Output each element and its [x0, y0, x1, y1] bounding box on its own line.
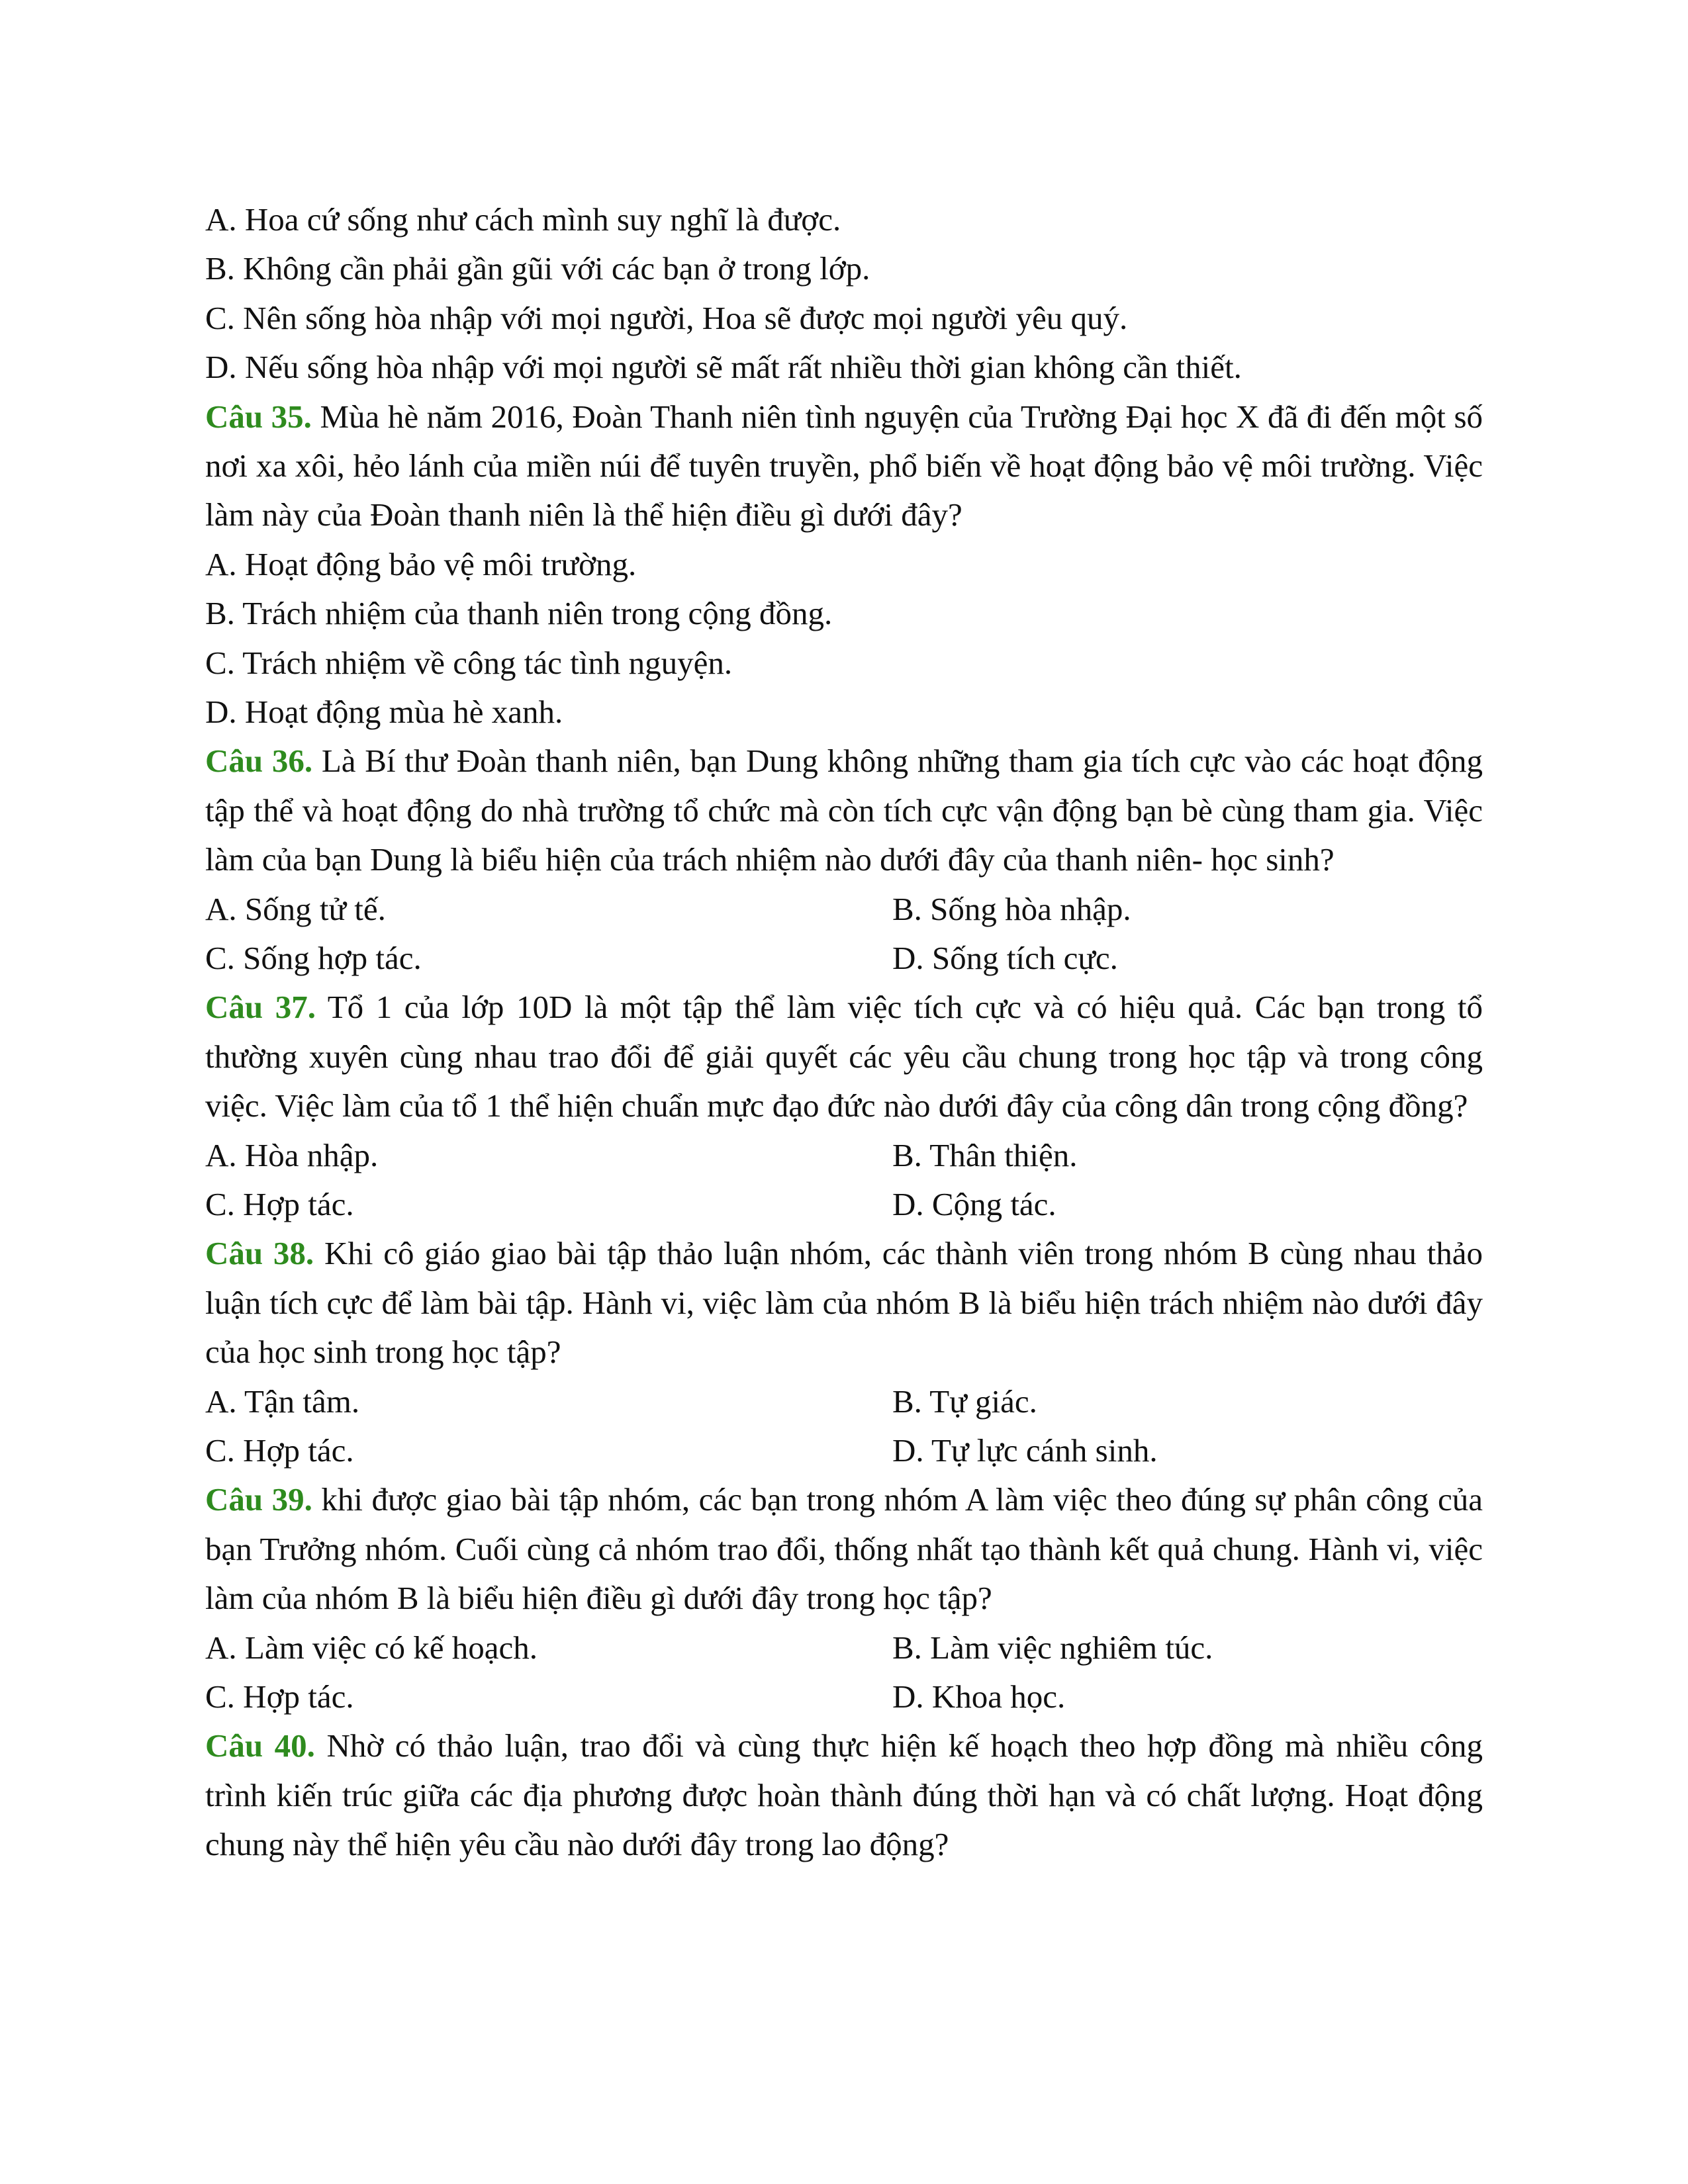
option-c: C. Hợp tác.	[205, 1185, 354, 1222]
question-35	[205, 392, 1483, 540]
question-40	[205, 1721, 1483, 1869]
option-b: B. Làm việc nghiêm túc.	[892, 1629, 1213, 1666]
question-37	[205, 983, 1483, 1130]
question-38	[205, 1229, 1483, 1377]
option-c: C. Hợp tác.	[205, 1432, 354, 1469]
option-d: D. Khoa học.	[892, 1678, 1066, 1715]
question-36	[205, 737, 1483, 884]
question-text: Nhờ có thảo luận, trao đổi và cùng thực hiện kế hoạch theo hợp đồng mà nhiều công trình kiến trúc giữa các địa phương được hoàn thành đúng thời hạn và có chất lượng. Hoạt động chung này thể hiện yêu cầu nào dưới đây trong lao động?	[205, 1727, 1483, 1863]
option-d: D. Tự lực cánh sinh.	[892, 1432, 1158, 1469]
question-label: Câu 40.	[205, 1727, 315, 1764]
option-a: A. Làm việc có kế hoạch.	[205, 1629, 538, 1666]
question-text: Là Bí thư Đoàn thanh niên, bạn Dung không những tham gia tích cực vào các hoạt động tập thể và hoạt động do nhà trường tổ chức mà còn tích cực vận động bạn bè cùng tham gia. Việc làm của bạn Dung là biểu hiện của trách nhiệm nào dưới đây của thanh niên- học sinh?	[205, 743, 1483, 878]
option-a: A. Hòa nhập.	[205, 1136, 379, 1173]
option-b: B. Thân thiện.	[892, 1136, 1078, 1173]
options-row	[205, 885, 1483, 934]
prev-option-d: D. Nếu sống hòa nhập với mọi người sẽ mất rất nhiều thời gian không cần thiết.	[205, 349, 1242, 386]
question-label: Câu 38.	[205, 1235, 314, 1272]
question-label: Câu 37.	[205, 989, 316, 1026]
prev-option-b: B. Không cần phải gần gũi với các bạn ở trong lớp.	[205, 250, 870, 287]
options-row	[205, 1672, 1483, 1721]
question-text: Mùa hè năm 2016, Đoàn Thanh niên tình nguyện của Trường Đại học X đã đi đến một số nơi xa xôi, hẻo lánh của miền núi để tuyên truyền, phổ biến về hoạt động bảo vệ môi trường. Việc làm này của Đoàn thanh niên là thể hiện điều gì dưới đây?	[205, 398, 1483, 533]
prev-option-c: C. Nên sống hòa nhập với mọi người, Hoa sẽ được mọi người yêu quý.	[205, 299, 1128, 336]
option-c: C. Trách nhiệm về công tác tình nguyện.	[205, 644, 733, 681]
question-label: Câu 36.	[205, 743, 313, 780]
question-label: Câu 39.	[205, 1481, 312, 1518]
question-39	[205, 1475, 1483, 1623]
options-row	[205, 1377, 1483, 1426]
options-row	[205, 1426, 1483, 1475]
option-a: A. Hoạt động bảo vệ môi trường.	[205, 545, 637, 582]
options-row	[205, 1180, 1483, 1229]
options-row	[205, 934, 1483, 983]
document-page	[205, 195, 1483, 1870]
question-text: Tổ 1 của lớp 10D là một tập thể làm việc tích cực và có hiệu quả. Các bạn trong tổ thường xuyên cùng nhau trao đổi để giải quyết các yêu cầu chung trong học tập và trong công việc. Việc làm của tổ 1 thể hiện chuẩn mực đạo đức nào dưới đây của công dân trong cộng đồng?	[205, 989, 1483, 1124]
option-b: B. Trách nhiệm của thanh niên trong cộng đồng.	[205, 595, 833, 632]
option-b: B. Sống hòa nhập.	[892, 890, 1131, 927]
question-text: Khi cô giáo giao bài tập thảo luận nhóm, các thành viên trong nhóm B cùng nhau thảo luận tích cực để làm bài tập. Hành vi, việc làm của nhóm B là biểu hiện trách nhiệm nào dưới đây của học sinh trong học tập?	[205, 1235, 1483, 1371]
prev-option-a: A. Hoa cứ sống như cách mình suy nghĩ là được.	[205, 201, 841, 238]
options-row	[205, 1623, 1483, 1672]
question-label: Câu 35.	[205, 398, 312, 435]
options-row	[205, 1131, 1483, 1180]
option-d: D. Cộng tác.	[892, 1185, 1056, 1222]
option-d: D. Hoạt động mùa hè xanh.	[205, 693, 563, 730]
option-a: A. Sống tử tế.	[205, 890, 386, 927]
option-c: C. Hợp tác.	[205, 1678, 354, 1715]
option-d: D. Sống tích cực.	[892, 939, 1118, 976]
question-text: khi được giao bài tập nhóm, các bạn trong nhóm A làm việc theo đúng sự phân công của bạn Trưởng nhóm. Cuối cùng cả nhóm trao đổi, thống nhất tạo thành kết quả chung. Hành vi, việc làm của nhóm B là biểu hiện điều gì dưới đây trong học tập?	[205, 1481, 1483, 1617]
option-b: B. Tự giác.	[892, 1383, 1037, 1420]
option-c: C. Sống hợp tác.	[205, 939, 422, 976]
option-a: A. Tận tâm.	[205, 1383, 360, 1420]
